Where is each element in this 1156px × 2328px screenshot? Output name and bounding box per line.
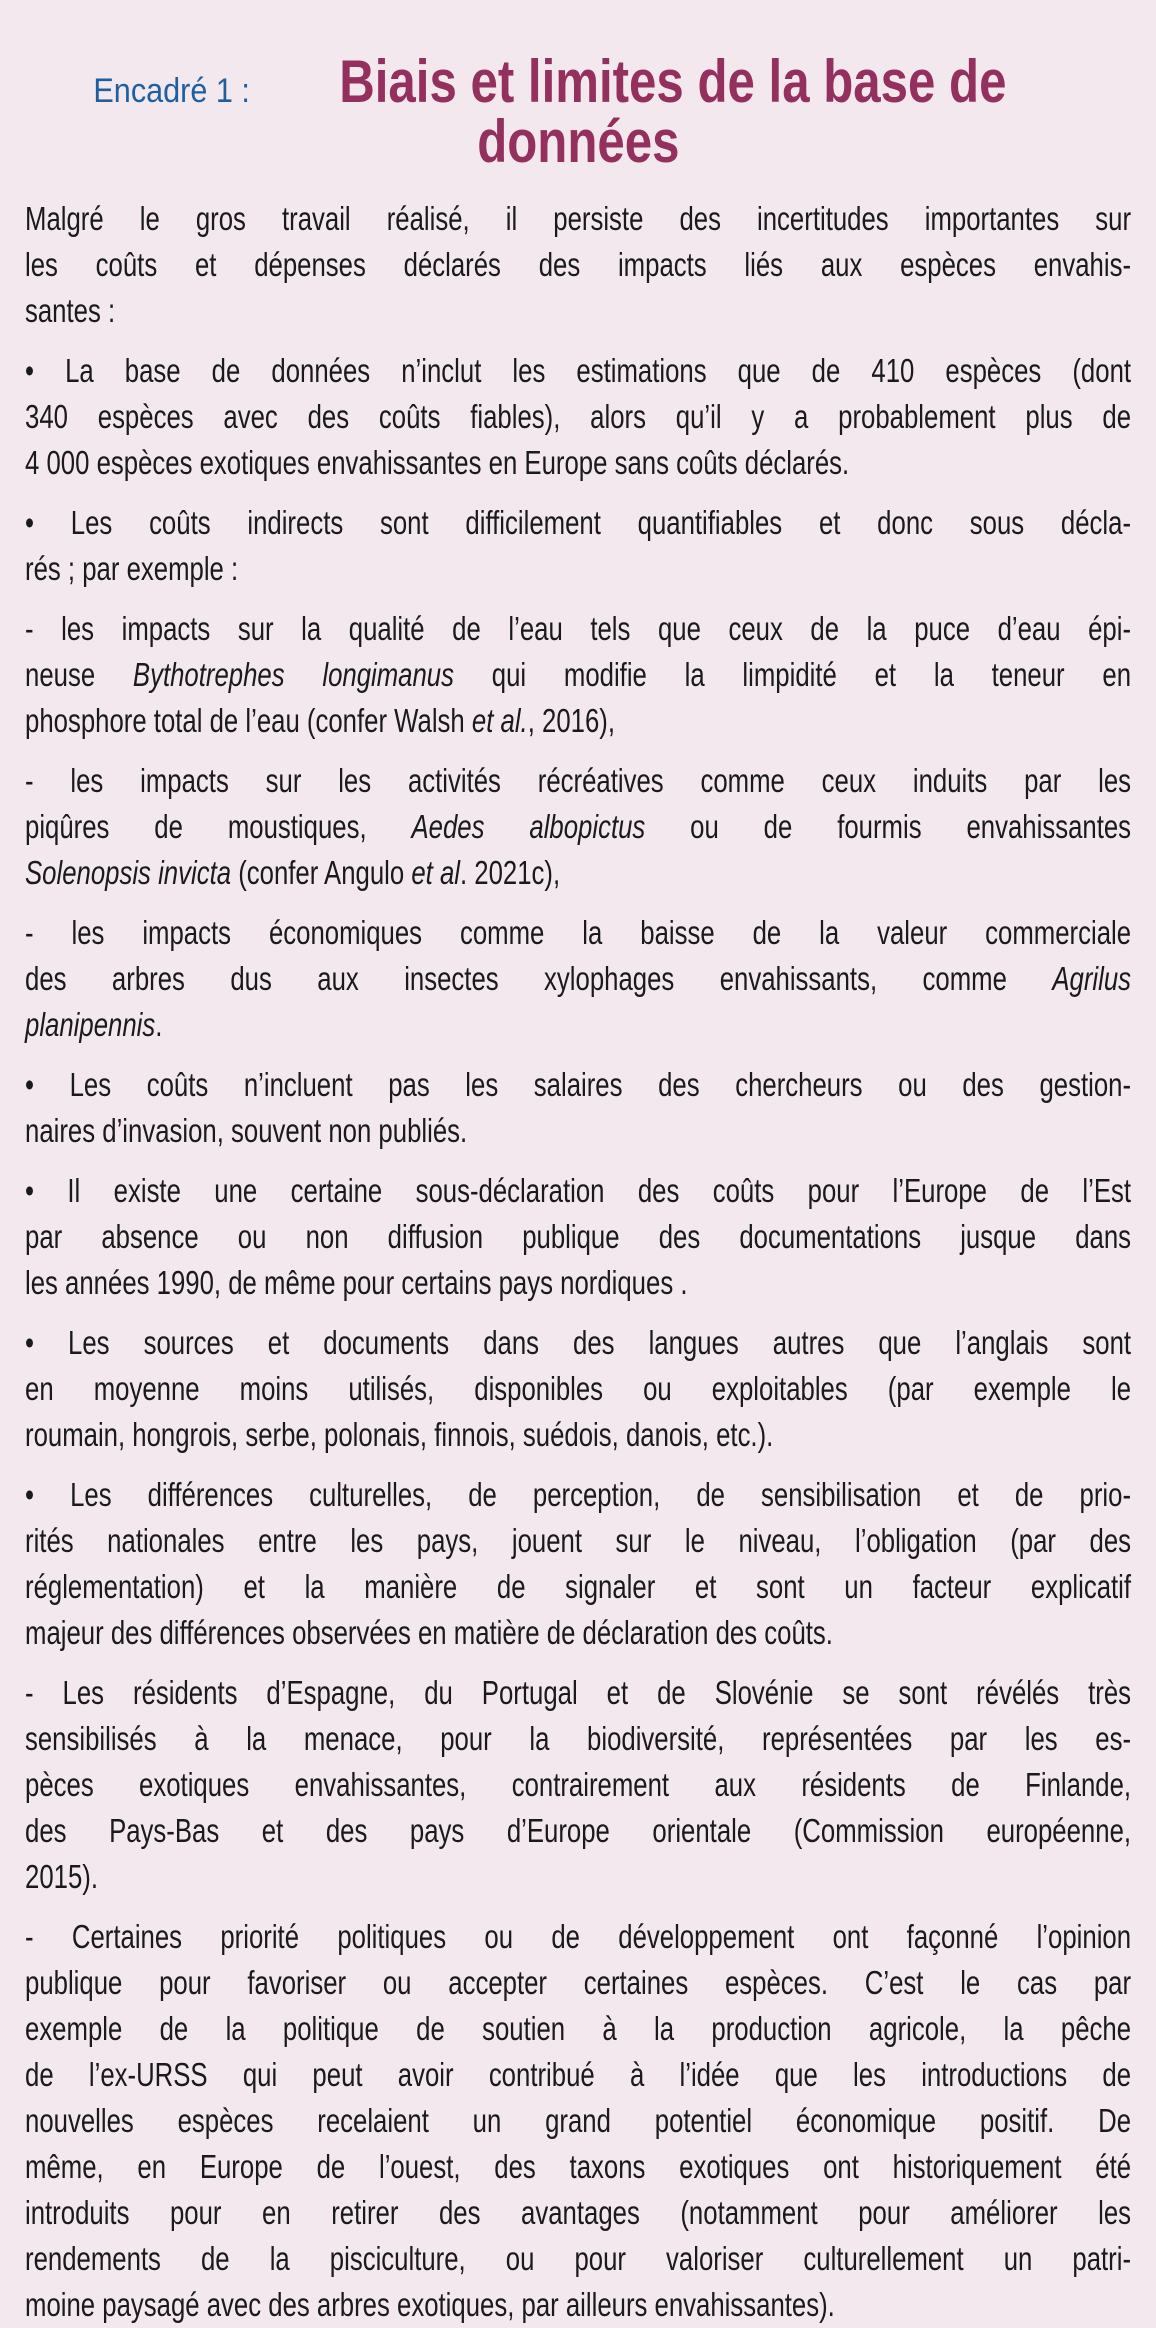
text-line [25, 394, 1131, 440]
text-run: naires d’invasion, souvent non publiés. [25, 1112, 468, 1149]
text-line [25, 242, 1131, 288]
text-line [25, 1762, 1131, 1808]
text-line [25, 1412, 1131, 1458]
text-line-content [25, 758, 1131, 804]
box-body [25, 196, 1131, 2328]
text-line-content [25, 394, 1131, 440]
paragraph-gap [25, 1154, 1131, 1168]
text-line-content [25, 1108, 1131, 1154]
paragraph [25, 1168, 1131, 1306]
text-line-content [25, 546, 1131, 592]
text-line [25, 2236, 1131, 2282]
text-line [25, 850, 1131, 896]
paragraph-gap [25, 334, 1131, 348]
text-run: rendements de la pisciculture, ou pour valoriser culturellement un patri- [25, 2240, 1132, 2277]
text-line [25, 804, 1131, 850]
paragraph-gap [25, 1306, 1131, 1320]
italic-term: planipennis [25, 1006, 156, 1043]
paragraph [25, 758, 1131, 896]
text-line [25, 1808, 1131, 1854]
text-run: phosphore total de l’eau (confer Walsh [25, 702, 472, 739]
paragraph [25, 1472, 1131, 1656]
paragraph [25, 1670, 1131, 1900]
text-line-content [25, 698, 1131, 744]
text-line-content [25, 1260, 1131, 1306]
italic-term: et al [411, 854, 460, 891]
paragraph-gap [25, 1656, 1131, 1670]
text-run: - les impacts économiques comme la baisse de la valeur commerciale [25, 914, 1132, 951]
text-line-content [25, 652, 1131, 698]
text-line [25, 1002, 1131, 1048]
box-label: Encadré 1 : [93, 72, 250, 110]
title-line-1: Biais et limites de la base de [339, 48, 1007, 115]
paragraph-gap [25, 592, 1131, 606]
text-line [25, 698, 1131, 744]
text-run: de l’ex-URSS qui peut avoir contribué à l’idée que les introductions de [25, 2056, 1132, 2093]
text-run: introduits pour en retirer des avantages (notamment pour améliorer les [25, 2194, 1132, 2231]
text-line-content [25, 1854, 1131, 1900]
text-run: - Les résidents d’Espagne, du Portugal et de Slovénie se sont révélés très [25, 1674, 1132, 1711]
text-line [25, 910, 1131, 956]
text-run: nouvelles espèces recelaient un grand potentiel économique positif. De [25, 2102, 1132, 2139]
text-line [25, 2098, 1131, 2144]
text-run: rités nationales entre les pays, jouent sur le niveau, l’obligation (par des [25, 1522, 1132, 1559]
paragraph [25, 500, 1131, 592]
text-line-content [25, 1168, 1131, 1214]
text-line [25, 288, 1131, 334]
text-line [25, 1716, 1131, 1762]
text-line [25, 1214, 1131, 1260]
text-line [25, 1914, 1131, 1960]
text-run: • Les différences culturelles, de perception, de sensibilisation et de prio- [25, 1476, 1132, 1513]
paragraph [25, 1914, 1131, 2328]
paragraph [25, 196, 1131, 334]
text-line-content [25, 2144, 1131, 2190]
text-run: des arbres dus aux insectes xylophages envahissants, comme [25, 960, 1053, 997]
text-run: moine paysagé avec des arbres exotiques, par ailleurs envahissantes). [25, 2286, 835, 2323]
text-line-content [25, 606, 1131, 652]
paragraph-gap [25, 486, 1131, 500]
text-line [25, 2282, 1131, 2328]
text-line-content [25, 2236, 1131, 2282]
text-line-content [25, 1914, 1131, 1960]
text-line [25, 956, 1131, 1002]
text-run: majeur des différences observées en matière de déclaration des coûts. [25, 1614, 833, 1651]
text-line [25, 1472, 1131, 1518]
text-line-content [25, 850, 1131, 896]
paragraph-gap [25, 1900, 1131, 1914]
text-run: • Les sources et documents dans des langues autres que l’anglais sont [25, 1324, 1132, 1361]
text-line-content [25, 1610, 1131, 1656]
text-run: qui modifie la limpidité et la teneur en [453, 656, 1132, 693]
text-run: 340 espèces avec des coûts fiables), alors qu’il y a probablement plus de [25, 398, 1132, 435]
text-run: (confer Angulo [231, 854, 412, 891]
text-line [25, 348, 1131, 394]
text-line [25, 1062, 1131, 1108]
text-run: neuse [25, 656, 133, 693]
paragraph-gap [25, 896, 1131, 910]
text-line-content [25, 2006, 1131, 2052]
text-line [25, 758, 1131, 804]
text-run: • Les coûts indirects sont difficilement quantifiables et donc sous décla- [25, 504, 1132, 541]
text-run: - les impacts sur la qualité de l’eau tels que ceux de la puce d’eau épi- [25, 610, 1132, 647]
text-line-content [25, 500, 1131, 546]
text-run: rés ; par exemple : [25, 550, 239, 587]
text-run: • Il existe une certaine sous-déclaration des coûts pour l’Europe de l’Est [25, 1172, 1132, 1209]
text-line-content [25, 1518, 1131, 1564]
text-run: Malgré le gros travail réalisé, il persiste des incertitudes importantes sur [25, 200, 1132, 237]
text-run: des Pays-Bas et des pays d’Europe orientale (Commission européenne, [25, 1812, 1132, 1849]
text-line-content [25, 1412, 1131, 1458]
text-line-content [25, 1808, 1131, 1854]
text-line-content [25, 440, 1131, 486]
text-run: • La base de données n’inclut les estimations que de 410 espèces (dont [25, 352, 1132, 389]
text-line [25, 440, 1131, 486]
italic-term: et al. [471, 702, 528, 739]
text-line [25, 1518, 1131, 1564]
text-run: ou de fourmis envahissantes [645, 808, 1132, 845]
text-run: - Certaines priorité politiques ou de développement ont façonné l’opinion [25, 1918, 1132, 1955]
text-line-content [25, 1472, 1131, 1518]
text-run: les coûts et dépenses déclarés des impacts liés aux espèces envahis- [25, 246, 1132, 283]
text-run: exemple de la politique de soutien à la production agricole, la pêche [25, 2010, 1132, 2047]
text-line [25, 2190, 1131, 2236]
title-line-2: données [476, 108, 680, 175]
text-line [25, 1168, 1131, 1214]
text-run: sensibilisés à la menace, pour la biodiversité, représentées par les es- [25, 1720, 1132, 1757]
text-run: roumain, hongrois, serbe, polonais, finnois, suédois, danois, etc.). [25, 1416, 774, 1453]
text-run: . [155, 1006, 163, 1043]
text-line-content [25, 1670, 1131, 1716]
text-run: par absence ou non diffusion publique des documentations jusque dans [25, 1218, 1132, 1255]
text-run: les années 1990, de même pour certains pays nordiques . [25, 1264, 688, 1301]
text-line-content [25, 1564, 1131, 1610]
text-line [25, 1564, 1131, 1610]
text-run: pèces exotiques envahissantes, contrairement aux résidents de Finlande, [25, 1766, 1132, 1803]
text-line [25, 1670, 1131, 1716]
text-run: piqûres de moustiques, [25, 808, 412, 845]
text-line-content [25, 1214, 1131, 1260]
text-run: publique pour favoriser ou accepter certaines espèces. C’est le cas par [25, 1964, 1132, 2001]
text-run: . 2021c), [459, 854, 561, 891]
text-line [25, 1260, 1131, 1306]
text-line-content [25, 1062, 1131, 1108]
paragraph [25, 1320, 1131, 1458]
text-line [25, 1366, 1131, 1412]
text-run: 2015). [25, 1858, 98, 1895]
text-run: 4 000 espèces exotiques envahissantes en Europe sans coûts déclarés. [25, 444, 850, 481]
text-run: réglementation) et la manière de signaler et sont un facteur explicatif [25, 1568, 1132, 1605]
text-line [25, 2144, 1131, 2190]
italic-term: Agrilus [1052, 960, 1132, 997]
italic-term: Solenopsis invicta [25, 854, 232, 891]
text-line [25, 196, 1131, 242]
text-line-content [25, 956, 1131, 1002]
italic-term: Bythotrephes longimanus [132, 656, 454, 693]
text-line [25, 1108, 1131, 1154]
text-run: même, en Europe de l’ouest, des taxons exotiques ont historiquement été [25, 2148, 1132, 2185]
text-line [25, 2052, 1131, 2098]
text-line [25, 2006, 1131, 2052]
paragraph [25, 348, 1131, 486]
text-run: santes : [25, 292, 116, 329]
text-line [25, 652, 1131, 698]
paragraph [25, 910, 1131, 1048]
text-run: • Les coûts n’incluent pas les salaires des chercheurs ou des gestion- [25, 1066, 1132, 1103]
text-line-content [25, 2282, 1131, 2328]
text-run: , 2016), [527, 702, 616, 739]
text-line-content [25, 2190, 1131, 2236]
text-line-content [25, 1320, 1131, 1366]
paragraph-gap [25, 1048, 1131, 1062]
text-line-content [25, 1366, 1131, 1412]
text-run: en moyenne moins utilisés, disponibles ou exploitables (par exemple le [25, 1370, 1132, 1407]
text-line [25, 1854, 1131, 1900]
text-line-content [25, 1716, 1131, 1762]
italic-term: Aedes albopictus [411, 808, 646, 845]
box-title-continued [0, 110, 1156, 174]
text-line-content [25, 2098, 1131, 2144]
text-line-content [25, 1960, 1131, 2006]
text-line [25, 1320, 1131, 1366]
text-line [25, 1610, 1131, 1656]
text-run: - les impacts sur les activités récréatives comme ceux induits par les [25, 762, 1132, 799]
text-line [25, 546, 1131, 592]
paragraph [25, 1062, 1131, 1154]
text-line [25, 500, 1131, 546]
paragraph-gap [25, 1458, 1131, 1472]
text-line [25, 1960, 1131, 2006]
paragraph-gap [25, 744, 1131, 758]
text-line-content [25, 2052, 1131, 2098]
text-line-content [25, 242, 1131, 288]
text-line-content [25, 1002, 1131, 1048]
text-line [25, 606, 1131, 652]
text-line-content [25, 1762, 1131, 1808]
text-line-content [25, 804, 1131, 850]
text-line-content [25, 196, 1131, 242]
text-line-content [25, 288, 1131, 334]
text-line-content [25, 910, 1131, 956]
paragraph [25, 606, 1131, 744]
text-line-content [25, 348, 1131, 394]
